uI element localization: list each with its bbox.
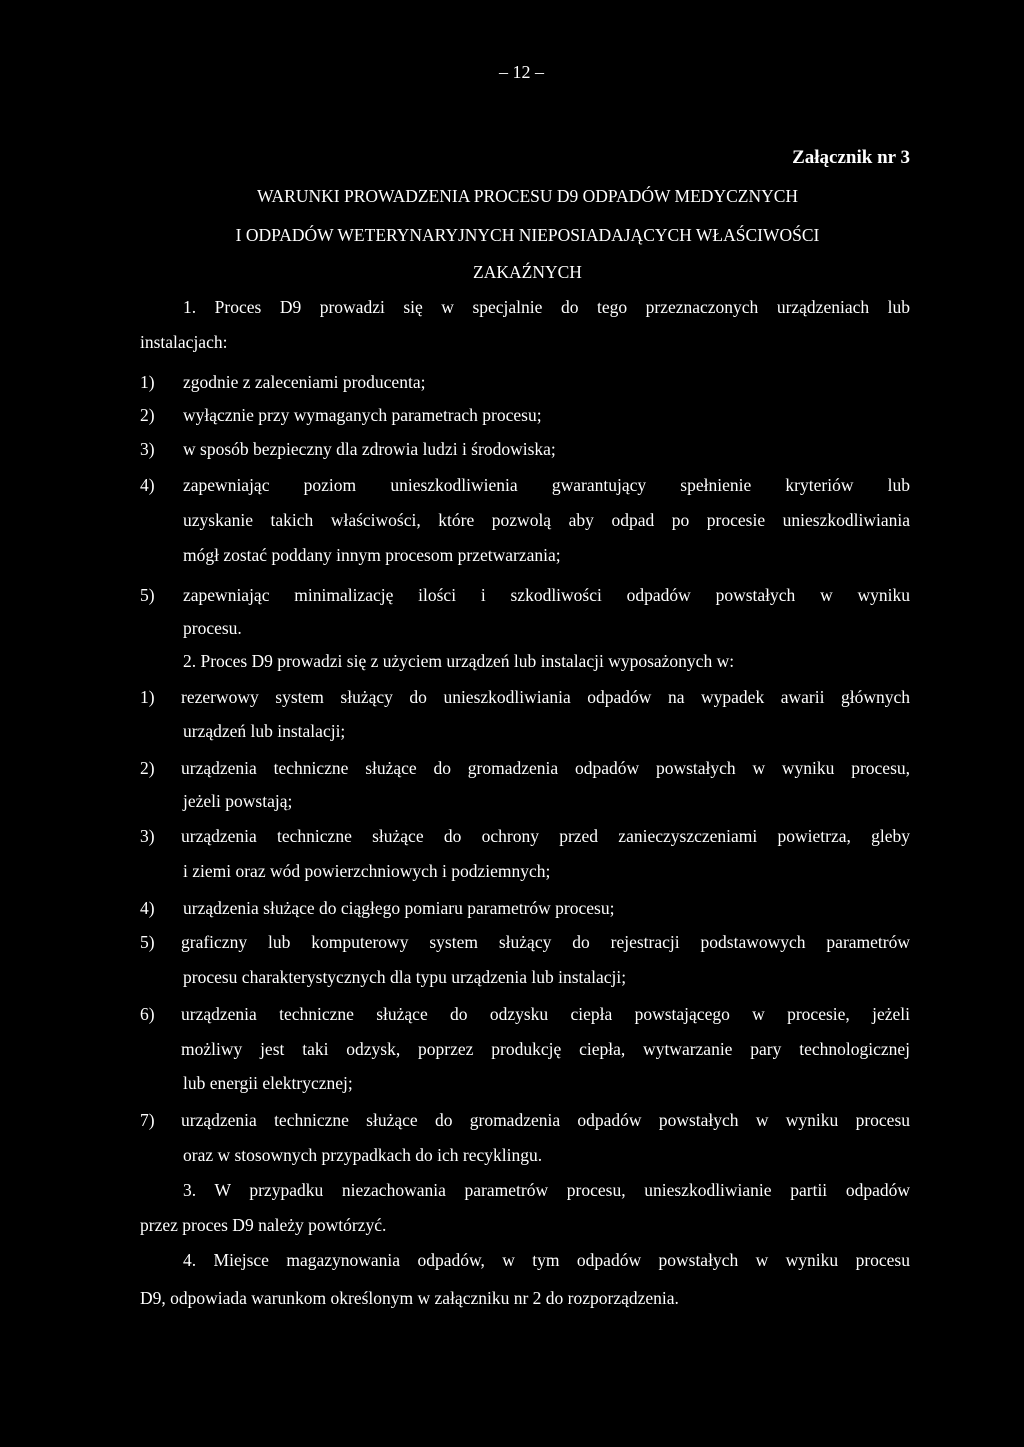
list-item-number: 4) xyxy=(140,898,155,918)
list-item-text: oraz w stosownych przypadkach do ich recyklingu. xyxy=(183,1145,543,1165)
list-item-text: urządzenia techniczne służące do gromadzenia odpadów powstałych w wyniku procesu xyxy=(181,1110,910,1130)
list-item-number: 3) xyxy=(140,439,155,459)
list-item-text: urządzenia służące do ciągłego pomiaru parametrów procesu; xyxy=(183,898,615,918)
section-4-line-2: D9, odpowiada warunkom określonym w załączniku nr 2 do rozporządzenia. xyxy=(140,1288,679,1308)
list-item-text: procesu. xyxy=(183,618,242,638)
list-item-text: jeżeli powstają; xyxy=(183,791,293,811)
section-3-line-2: przez proces D9 należy powtórzyć. xyxy=(140,1215,387,1235)
list-item-number: 1) xyxy=(140,687,155,707)
list-item-number: 2) xyxy=(140,758,155,778)
list-item-text: graficzny lub komputerowy system służący do rejestracji podstawowych parametrów xyxy=(181,932,910,952)
list-item-text: wyłącznie przy wymaganych parametrach procesu; xyxy=(183,405,542,425)
list-item-number: 5) xyxy=(140,585,155,605)
section-3-line-1: 3. W przypadku niezachowania parametrów procesu, unieszkodliwianie partii odpadów xyxy=(183,1180,910,1200)
list-item-number: 4) xyxy=(140,475,155,495)
list-item-text: urządzenia techniczne służące do gromadzenia odpadów powstałych w wyniku procesu, xyxy=(181,758,910,778)
list-item-text: zgodnie z zaleceniami producenta; xyxy=(183,372,426,392)
list-item-text: mógł zostać poddany innym procesom przetwarzania; xyxy=(183,545,561,565)
title-line-3: ZAKAŹNYCH xyxy=(473,262,582,282)
list-item-text: procesu charakterystycznych dla typu urządzenia lub instalacji; xyxy=(183,967,627,987)
section-2-intro: 2. Proces D9 prowadzi się z użyciem urządzeń lub instalacji wyposażonych w: xyxy=(183,651,735,671)
list-item-number: 5) xyxy=(140,932,155,952)
section-4-line-1: 4. Miejsce magazynowania odpadów, w tym odpadów powstałych w wyniku procesu xyxy=(183,1250,910,1270)
list-item-text: urządzenia techniczne służące do odzysku ciepła powstającego w procesie, jeżeli xyxy=(181,1004,910,1024)
annex-label: Załącznik nr 3 xyxy=(792,147,910,168)
list-item-text: zapewniając poziom unieszkodliwienia gwarantujący spełnienie kryteriów lub xyxy=(183,475,910,495)
title-line-1: WARUNKI PROWADZENIA PROCESU D9 ODPADÓW MEDYCZNYCH xyxy=(256,186,799,206)
list-item-text: uzyskanie takich właściwości, które pozwolą aby odpad po procesie unieszkodliwiania xyxy=(183,510,910,530)
list-item-number: 3) xyxy=(140,826,155,846)
section-1-intro-line-1: 1. Proces D9 prowadzi się w specjalnie do tego przeznaczonych urządzeniach lub xyxy=(183,297,910,317)
list-item-number: 1) xyxy=(140,372,155,392)
list-item-text: i ziemi oraz wód powierzchniowych i podziemnych; xyxy=(183,861,551,881)
list-item-text: lub energii elektrycznej; xyxy=(183,1073,353,1093)
page-number: – 12 – xyxy=(499,62,544,82)
list-item-number: 2) xyxy=(140,405,155,425)
list-item-text: urządzeń lub instalacji; xyxy=(183,721,346,741)
list-item-text: możliwy jest taki odzysk, poprzez produkcję ciepła, wytwarzanie pary technologicznej xyxy=(181,1039,910,1059)
list-item-text: rezerwowy system służący do unieszkodliwiania odpadów na wypadek awarii głównych xyxy=(181,687,910,707)
list-item-text: zapewniając minimalizację ilości i szkodliwości odpadów powstałych w wyniku xyxy=(183,585,910,605)
list-item-number: 7) xyxy=(140,1110,155,1130)
list-item-number: 6) xyxy=(140,1004,155,1024)
title-line-2: I ODPADÓW WETERYNARYJNYCH NIEPOSIADAJĄCYCH WŁAŚCIWOŚCI xyxy=(235,225,820,245)
list-item-text: urządzenia techniczne służące do ochrony przed zanieczyszczeniami powietrza, gleby xyxy=(181,826,910,846)
section-1-intro-line-2: instalacjach: xyxy=(140,332,228,352)
list-item-text: w sposób bezpieczny dla zdrowia ludzi i środowiska; xyxy=(183,439,556,459)
